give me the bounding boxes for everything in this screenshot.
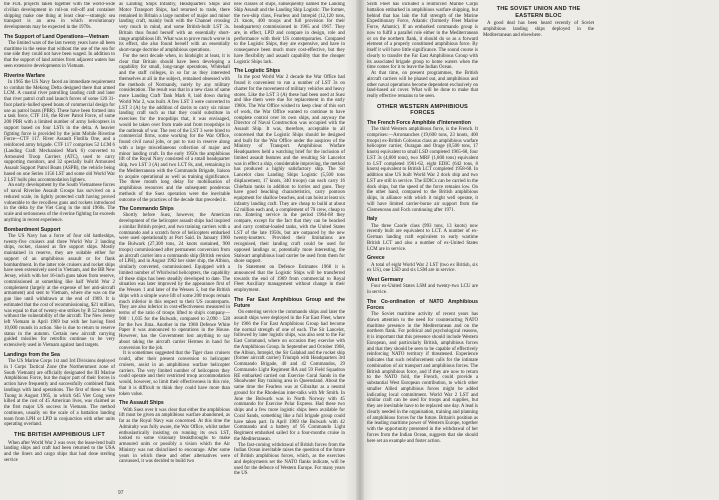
subsection-heading: The French Force Amphibie d'Intervention [367, 119, 471, 126]
subsection-heading: West Germany [367, 277, 404, 284]
section-heading: OTHER WESTERN AMPHIBIOUS FORCES [377, 103, 468, 117]
subsection-heading: The Support of Land Operations—Vietnam [4, 33, 109, 40]
paragraph: The US Navy has a force of four old battleships, twenty-five cruisers and three World War 2 landing ships, rocket, classed as fire support ships. Mostly maintained in reserve, they are suitable either for support of an amphibious assault or for flank bombardment. In the latter role cruisers and rocket ships have seen extensively used in Vietnam, and the BB New Jersey, which with her 16-inch guns taken from reserve, commissioned at something like half World War 2 complement (largely at the expense of her anti-aircraft armament) and sent to Vietnam, where she was on the gun line until withdrawn at the end of 1969. It is estimated that the cost of recommissioning, $21 million, was equal to that of twenty-one strikes by B 52 bombers without the vulnerability of the aircraft. The New Jersey left Vietnam in April 1969 but with her having fired 10,000 rounds in action. She is due to return to reserve status in the autumn. Certain new aircraft carrying guided missiles for retrofits continue to be very extensively used in Vietnam against land targets. [4, 233, 115, 349]
paragraph: For the next decade when, in hindsight at least, it is clear that Britain should have been developing a capability for small, long-range operations, Whitehall and the staff colleges, in so far as they interested themselves at all in the subject, remained obsessed with the methods of Normandy, surely by any military consideration. The result was that in a new class of same more Landing Craft Tank Mark 8, laid down during World War 2, was built. A few LST 3 were converted to LST 3 (A) by the addition of davits to carry six minor landing craft such as that they could substitute in exercises for the troopships that, it was envisaged, would be taken over from trade and from troopships in the outbreak of war. The rest of the LST 3 were hired to commercial firms, some working for the War Office, found civil naval jobs, or put to rust in reserve along with a large miscellaneous collection of major and minor landing craft. In the early 1950s the amphibious lift of the Royal Navy consisted of a small headquarter ship, two LST 3 (A) and two LCT 8s, and, remaining in the Mediterranean with the Commando Brigade, liaison to acquire operational as well as training significance. The three month long delay for mobilisation of amphibious resources and the subsequent ponderous methods of the Suez operation were the inevitable outcome of the practices of the decade that preceded it. [119, 53, 230, 203]
text-column-5 [483, 2, 594, 492]
section-heading: THE SOVIET UNION AND THE EASTERN BLOC [496, 6, 581, 19]
paragraph: Four ex-United States LSM and twenty-two LCU are in service. [367, 284, 478, 295]
book-gutter [356, 0, 364, 500]
paragraph: At that time, on present programmes, the British aircraft carriers will be phased out, and amphibious and other naval operations become dependent exclusively on land-based air cover. What will be done to make that really effective remains to be seen. [367, 71, 478, 99]
paragraph: The three Caorle class (993 tons, 13 knots) now recently built are equivalent to LCT. A number of ex-German landing craft equivalent to early wartime British LCT and also a number of ex-United States LCM are in service. [367, 223, 478, 252]
paragraph: An early development by the South Vietnamese forces of naval Riverine Assault Groups has survived on a reduced scale, its lightly protected craft having proved vulnerable to the recoilless guns and rockets introduced in the delta by the Viet Cong in the mid 1960s. The scale and seriousness of the riverine fighting far exceeds anything in recent experience. [4, 183, 115, 223]
text-column-4 [367, 2, 478, 492]
paragraph: The limited wars of the last twenty years have all been maritime in the sense that without the use of the sea for one side they could not have been waged. In addition to that the support of land armies from adjacent waters has seen extensive developments in Vietnam. [4, 40, 115, 69]
paragraph: new classes of ships, subsequently named the Landing Ship Assault and the Landing Ship Logistic. The former, the two-ship class, Fearless and Intrepid (12,120 tons, 21 knots, 400 troops and full provision for their headquarters) commissioned in 1965 and 1967. They are, in effect, LPD and compare in design, role and performance with their US contemporaries. Compared to the Logistic Ships, they are expensive, and have in consequence been much more cost-effective, but they have flexibility and assault capability that the cheaper Logistic Ships lack. [234, 2, 345, 65]
paragraph: In 1965 the US Navy faced an immediate requirement to combat the Mekong Delta designed there that armed LCM. A coastal river patrolling landing craft and later that river patrol craft and launch forces of some 120 31-foot plastic-hulled speed boats of commercial design for use as patrol boats (PBR). These have been formed into a task force, CTF 116, the River Patrol Force, of some 200 PBR with a limited number of army helicopters in support based on four LSTs in the delta. A heavier fighting force is provided by the joint Mobile Riverine Force—CTF 117. River Assault Flotilla One, and a reinforced army brigade. CTF 117 comprises 52 LCM 6 (Landing Craft Mechanised Mark 6) converted to Armoured Troop Carriers (ATC), used to carry supporting monitors, and 32 specially built Armoured Assault Support Patrol Boats (ASPB), the vehicle being based on one Series 1156 LST and some old World War 2 LST hulls plus accommodation lighters. [4, 79, 115, 183]
paragraph: Sixth Fleet has included a reinforced Marine Corps battalion embarked in amphibious warfare shipping, but behind that has lain the full strength of the Marine Expeditionary Force, Atlantic (formerly Fleet Marine Force, Atlantic). If an embarked commando group is now to fulfil a parallel role either in the Mediterranean or on the northern flank, it should do so as a forward element of a properly constituted amphibious force. By itself it will have little significance. The sound course is clearly to transfer the Far East Amphibious Group with its associated brigade group to home waters when the time comes for it to leave the Indian Ocean. [367, 2, 478, 71]
subsection-heading: Riverine Warfare [4, 72, 46, 79]
paragraph: With Suez over it was clear that either the amphibious lift must be given an amphibious warfare abandoned, as far as the Royal Navy was concerned. At this time the Admiralty was fully aware, the War Office, whilst rather enthusiastically insisting on running its own LST, looked to some visionary breakthroughs to make armoured units or possibly a vision which the Air Ministry was not disinclined to encourage. After some years in which these and other alternatives were canvassed, it was decided to build two [119, 407, 230, 465]
paragraph: A total of eight World War 2 LST (two ex British, six ex US), one LSD and six LSM are in service. [367, 262, 478, 274]
text-column-2 [119, 2, 230, 492]
paragraph: Shortly before Suez, however, the American development of the helicopter assault ships had inspired a similar British project, and two training carriers with a commando and a scratch force of helicopters embarked were used operationally at Port Said. In January 1960 the Bulwark (27,300 tons, 24 knots sustained, 900 troops) commissioned after permanent conversion from an aircraft carrier into a commando ship (British version of LPH), and in August 1962 her sister ship, the Albion, similarly converted, commissioned. Equipped with a limited number of Whirlwind helicopters, the capability of these ships has been steadily developed to date. The situation was later improved by the appearance first of the Wessex 1 and later of the Wessex 5, but the British ships with a simple wave lift of some 200 troops remain much inferior in this respect to their US counterparts. They are also inferior in cost-effectiveness measured in terms of the ratio of troops lifted to ship's company—900 : 1,035 for the Bulwark, compared to 2,090 : 528 for the Iwo Jima. Another in the 1968 Defence White Paper it was announced to operations in the House. However, has the Government lost anything to say about taking the aircraft carrier Hermes in hand for conversion for the job. [119, 213, 230, 351]
subsection-heading: The Co-ordination of NATO Amphibious Forces [367, 298, 478, 311]
paragraph: The US Marine Corps 1st and 3rd Divisions deployed in I Corps Tactical Zone (the Northernmost zone of South Vietnam) are officially designated the III Marine Amphibious Force, but the major part of their forces in action have frequently and successfully combined flank landings with land operations. The first of these at Van Tuong in August 1965, in which 645 Viet Cong were killed at the cost of 45 American lives, was claimed as the first major US success in Vietnam. The method continues, usually on the scale of a battalion landing team from LPH or LPD in conjunction with other units operating overland. [4, 359, 115, 428]
subsection-heading: The Logistic Ships [234, 68, 281, 75]
paragraph: The fast-coming withdrawal of British forces from the Indian Ocean inevitable raises the question of the future of British amphibious forces, which, as the exercises and deployments set the NATO flanks indicate, will be used for the defence of Western Europe. For many years the US [234, 442, 345, 477]
subsection-heading: The Assault Ships [119, 400, 164, 407]
subsection-heading: Greece [367, 255, 385, 262]
page-number-left: 97 [118, 490, 124, 496]
paragraph: The Soviet maritime activity of recent years has drawn attention to the need for counteracting NATO maritime presence in the Mediterranean and on the northern flank. For political and psychological reasons, it is important that this presence should include Western European, and particularly British, amphibious forces and that they should be seen to be capable of effectively reinforcing NATO territory if threatened. Experience indicates that such reinforcement calls for the intimate combination of air transport and amphibious forces. The British amphibious force, and if they are now to return to the NATO fold, the French, could provide a substantial West European contribution, to which other smaller Allied amphibious forces might be added indicating local commitment. World War 2 LST and similar craft can be used for troops and supplies, but they are inevitable have to be replaced one day. A lead is clearly needed in the organisation, training and planning of amphibious forces for the future. Britain's position as the leading maritime power of Western Europe, together with the opportunity presented in the withdrawal of her forces from the Indian Ocean, suggests that she should here set an example and foster action. [367, 312, 478, 444]
subsection-heading: The Commando Ships [119, 206, 174, 213]
paragraph: the FDL projects taken together with the world-wide civilian development in roll-on roll-off and container shipping make one thing at least clear—strategic sea transport is an area in which revolutionary developments may be expected in the 1970s. [4, 2, 115, 30]
subsection-heading: Italy [367, 216, 378, 223]
paragraph: In the post World War 2 decade the War Office had found it convenient to run a number of LST 3s on charter for the movement of military vehicles and heavy stores. Like the LST 3 (A) these had been used at Suez and like them were due for replacement in the early 1960s. The War Office wished to keep clear of this sort of work, the War Office wanted to continue to have complete control over its own ships, and anyway the Director of Naval Construction was occupied with the Assault Ship. It was, therefore, acceptable to all concerned that the Logistic Ships should be designed and built for the War Office under the auspices of the Ministry of Transport. Amphibious Warfare Headquarters held a watching brief for the inclusion of limited assault features and the resulting Sir Lancelot was in effect a ship, considerable improving, the method has produced a highly satisfactory ship. The Sir Lancelot class Landing Ships Logistic (5,500 tons displacement, 17 knots, 340 troops) can each carry 16 Chieftain tanks in addition to lorries and guns. They have good beaching characteristics, carry pontoon equipment for shallow beaches, and can hoist at least six infantry landing craft. They are cheap to build at about £2 million each and, a complement of 70 crew, cheap to run. Entering service in the period 1964-68 they compare, except for the fact that they can be beached and carry combat-loaded tanks, with the United States LST of the late 1950s, but are outpaced by the new twenty-knotters. Provided their limitations are recognised, their landing craft could be used for opposed landings or, potentially more interesting, the Stalwart amphibious load carrier be used from them for shore support. [234, 75, 345, 265]
text-column-1 [4, 2, 115, 492]
subsection-heading: The Far East Amphibious Group and the Future [234, 296, 345, 310]
text-column-3 [234, 2, 345, 492]
paragraph: as Landing Ships Infantry, Headquarters Ships and Motor Transport Ships, had returned to trade, there remained in Britain a large number of major and minor landing craft, mainly built with the Channel crossing very much in mind, and some British-built LST 3s. Britain thus found herself with an essentially short-range amphibious lift. What was to prove much worse in its effect, she also found herself with an essentially short-range doctrine of amphibious operations. [119, 2, 230, 53]
subsection-heading: Bombardment Support [4, 226, 61, 233]
subsection-heading: Landings from the Sea [4, 351, 60, 358]
paragraph: The third Western amphibious force, is the French. It comprises:—Arromanches (19,600 tons, 23 knots, 400 troops) ex-British Colossus class an amphibious warfare helicopter carrier, Ouragan and Orage (8,500 tons, 17 knots) equivalent to small LSD completed 1965-68, four LST 3s (4,000 tons), two MRF (1,800 tons) equivalent to LST completed 1961-62, eight EDIC (642 tons, 8 knots) equivalent to British LCT completed 1958-68. In addition nine US built World War 2 dock ship and two LST are still in service. The EDICs can be carried in the dock ships, but the speed of the force remains low. On the other hand, compared to the British amphibious ships, in alliance with which it might well operate, it will have limited carrier-borne air support from the Clemenceau and Foch continuing after 1971. [367, 127, 478, 213]
text-column-6 [600, 2, 713, 492]
paragraph: A good deal has been heard recently of Soviet amphibious landing ships deployed in the Mediterranean and elsewhere. [483, 21, 594, 38]
paragraph: It is sometimes suggested that the Tiger class cruisers could, after their present conversion to helicopter cruisers, assist in an amphibious warfare helicopter carriers. The very limited number of helicopters they could operate and their restricted troop accommodation would, however, so limit their effectiveness in this role, that it is difficult to think they could have more than token value. [119, 351, 230, 397]
paragraph: In Statement on Defence Estimates 1968 it is announced that the Logistic Ships will be transferred towards the end of 1969 from commercial to Royal Fleet Auxiliary management without change in their employment. [234, 265, 345, 294]
section-heading: THE BRITISH AMPHIBIOUS LIFT [14, 432, 105, 439]
paragraph: On entering service the commando ships and later the assault ships were deployed in the Far East Fleet, where by 1966 the Far East Amphibious Group had become the normal strength of one of each. The Sir Lancelot, followed by later logistic ships, was also sent to the Far East Command, where on occasion they exercise with the Amphibious Group. In September and October 1968, the Albion, Intrepid, the Sir Galahad and the rocket ship (former aircraft carrier) Triumph with Headquarters 3rd Commando Brigade, 40 and 42 Commandos, 29 Commando Light Regiment RA and 59 Field Squadron RE embarked carried out Exercise Coral Sands in the Shoalwater Bay training area in Queensland. About the same time the Fearless was at Gibraltar as a neutral ground for the Rhodesian inter-talks with Mr Smith. In June the Bulwark was in North Norway with 45 commando for Exercise Polar Express. Had these two ships and a few more logistic ships been available for Coral Sands, something like a full brigade group could have taken part. In April 1969 the Bulwark with 42 Commando and a battery of 95 Commando Light Regiment embarked sailed for a four-months cruise in the Mediterranean. [234, 310, 345, 442]
paragraph: When after World War 2 was over, the lease-lend built landing ships and craft had been returned to the USA and the liners and cargo ships that had done sterling service [4, 440, 115, 463]
